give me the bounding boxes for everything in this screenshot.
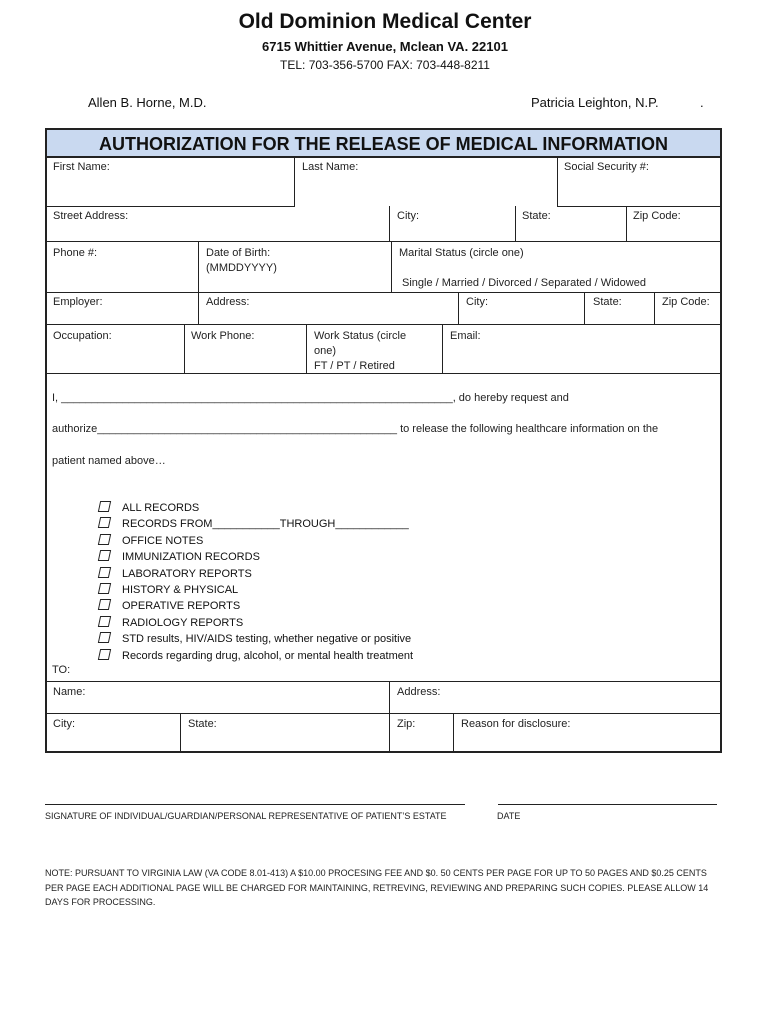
state-field[interactable]: State: xyxy=(522,210,551,222)
divider xyxy=(198,292,199,325)
divider xyxy=(47,241,722,242)
dob-format: (MMDDYYYY) xyxy=(206,262,277,274)
record-option[interactable]: OPERATIVE REPORTS xyxy=(97,598,413,614)
clinic-name: Old Dominion Medical Center xyxy=(238,10,532,33)
provider-right: Patricia Leighton, N.P. xyxy=(531,95,659,110)
signature-label: SIGNATURE OF INDIVIDUAL/GUARDIAN/PERSONAL REPRESENTATIVE OF PATIENT’S ESTATE xyxy=(45,811,447,821)
record-option[interactable]: OFFICE NOTES xyxy=(97,533,413,549)
checkbox-icon[interactable] xyxy=(98,599,111,610)
divider xyxy=(180,713,181,753)
email-field[interactable]: Email: xyxy=(450,330,481,342)
clinic-address: 6715 Whittier Avenue, Mclean VA. 22101 xyxy=(262,39,508,54)
record-option[interactable]: STD results, HIV/AIDS testing, whether negative or positive xyxy=(97,631,413,647)
checkbox-icon[interactable] xyxy=(98,501,111,512)
ssn-field[interactable]: Social Security #: xyxy=(564,161,649,173)
divider xyxy=(557,156,558,206)
employer-zip-field[interactable]: Zip Code: xyxy=(662,296,710,308)
checkbox-icon[interactable] xyxy=(98,649,111,660)
work-status-label-cont: one) xyxy=(314,345,337,357)
divider xyxy=(184,324,185,374)
divider xyxy=(306,324,307,374)
record-option[interactable]: Records regarding drug, alcohol, or mental health treatment xyxy=(97,648,413,664)
work-status-options[interactable]: FT / PT / Retired xyxy=(314,360,395,372)
zip-code-field[interactable]: Zip Code: xyxy=(633,210,681,222)
date-line[interactable] xyxy=(498,804,717,805)
record-option[interactable]: LABORATORY REPORTS xyxy=(97,566,413,582)
reason-for-disclosure-field[interactable]: Reason for disclosure: xyxy=(461,718,571,730)
divider xyxy=(389,681,390,714)
checkbox-icon[interactable] xyxy=(98,632,111,643)
record-option[interactable]: RADIOLOGY REPORTS xyxy=(97,615,413,631)
divider xyxy=(584,292,585,325)
employer-address-field[interactable]: Address: xyxy=(206,296,250,308)
dob-field[interactable] xyxy=(200,244,390,292)
recipient-name-field[interactable]: Name: xyxy=(53,686,86,698)
provider-left: Allen B. Horne, M.D. xyxy=(88,95,207,110)
divider xyxy=(391,241,392,293)
work-status-label: Work Status (circle xyxy=(314,330,407,342)
employer-field[interactable]: Employer: xyxy=(53,296,103,308)
checkbox-icon[interactable] xyxy=(98,534,111,545)
city-field[interactable]: City: xyxy=(397,210,419,222)
signature-line[interactable] xyxy=(45,804,465,805)
work-phone-field[interactable]: Work Phone: xyxy=(191,330,255,342)
divider xyxy=(47,373,722,374)
recipient-city-field[interactable]: City: xyxy=(53,718,75,730)
date-label: DATE xyxy=(497,811,521,821)
marital-status-options[interactable]: Single / Married / Divorced / Separated / Widowed xyxy=(402,277,646,289)
divider xyxy=(294,156,295,206)
recipient-zip-field[interactable]: Zip: xyxy=(397,718,416,730)
trailing-dot: . xyxy=(700,95,704,110)
checkbox-icon[interactable] xyxy=(98,550,111,561)
authorization-line-3: patient named above… xyxy=(52,455,166,467)
divider xyxy=(389,713,390,753)
form-title: AUTHORIZATION FOR THE RELEASE OF MEDICAL INFORMATION xyxy=(47,130,720,158)
recipient-address-field[interactable]: Address: xyxy=(397,686,441,698)
divider xyxy=(515,206,516,242)
divider xyxy=(626,206,627,242)
divider xyxy=(47,713,722,714)
record-option[interactable]: HISTORY & PHYSICAL xyxy=(97,582,413,598)
first-name-field[interactable]: First Name: xyxy=(53,161,110,173)
divider xyxy=(458,292,459,325)
divider xyxy=(198,241,199,293)
record-option[interactable]: IMMUNIZATION RECORDS xyxy=(97,549,413,565)
employer-city-field[interactable]: City: xyxy=(466,296,488,308)
clinic-contact: TEL: 703-356-5700 FAX: 703-448-8211 xyxy=(280,58,490,72)
to-label: TO: xyxy=(52,664,71,676)
recipient-state-field[interactable]: State: xyxy=(188,718,217,730)
divider xyxy=(47,681,722,682)
checkbox-icon[interactable] xyxy=(98,616,111,627)
processing-fee-note: NOTE: PURSUANT TO VIRGINIA LAW (VA CODE 8.01-413) A $10.00 PROCESING FEE AND $0. 50 CENTS PER PAGE FOR UP TO 50 PAGES AND $0.25 CENTS PER PAGE EACH ADDITIONAL PAGE WILL BE CHARGED FOR MAINTAINING, RETREVING, REVIEWING AND PREPARING SUCH COPIES. PLEASE ALLOW 14 DAYS FOR PROCESSING. xyxy=(45,868,709,907)
marital-status-label: Marital Status (circle one) xyxy=(399,247,524,259)
divider xyxy=(442,324,443,374)
divider xyxy=(453,713,454,753)
phone-field[interactable]: Phone #: xyxy=(53,247,98,259)
last-name-field[interactable]: Last Name: xyxy=(302,161,359,173)
employer-state-field[interactable]: State: xyxy=(593,296,622,308)
dob-label: Date of Birth: xyxy=(206,247,271,259)
divider xyxy=(654,292,655,325)
authorization-line-2[interactable]: authorize_________________________________________________ to release the following healthcare information on the xyxy=(52,423,659,435)
records-checklist xyxy=(97,500,413,664)
street-address-field[interactable]: Street Address: xyxy=(53,210,129,222)
authorization-line-1[interactable]: I, ________________________________________________________________, do hereby request and xyxy=(52,392,569,404)
occupation-field[interactable]: Occupation: xyxy=(53,330,112,342)
checkbox-icon[interactable] xyxy=(98,583,111,594)
record-option[interactable]: ALL RECORDS xyxy=(97,500,413,516)
work-status-field[interactable] xyxy=(308,327,442,373)
marital-status-field[interactable] xyxy=(393,244,723,292)
record-option[interactable]: RECORDS FROM___________THROUGH____________ xyxy=(97,516,413,532)
checkbox-icon[interactable] xyxy=(98,567,111,578)
checkbox-icon[interactable] xyxy=(98,517,111,528)
divider xyxy=(389,206,390,242)
divider xyxy=(47,324,722,325)
